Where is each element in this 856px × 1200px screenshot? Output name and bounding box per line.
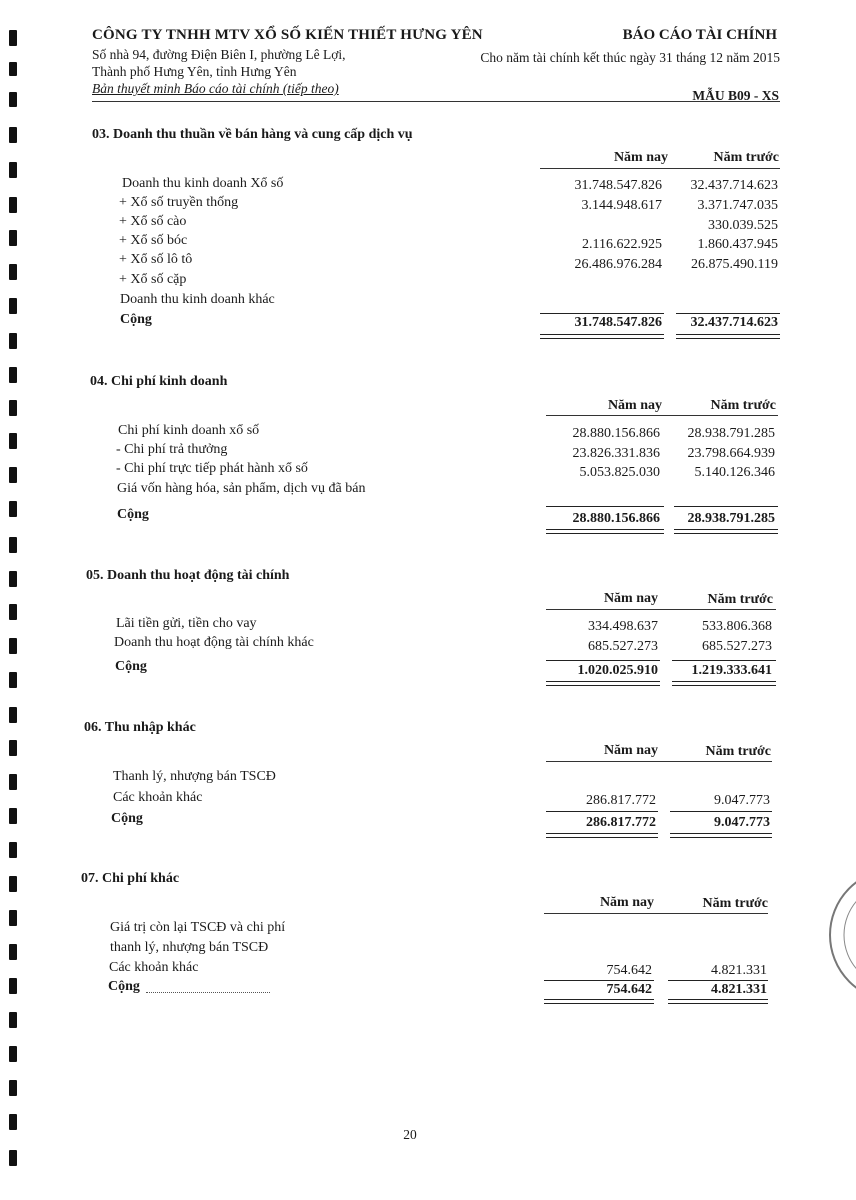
double-rule-previous (670, 833, 772, 838)
subtotal-rule-previous (676, 313, 780, 314)
total-label: Cộng (115, 659, 147, 674)
subtotal-rule-previous (670, 811, 772, 812)
report-title: BÁO CÁO TÀI CHÍNH (622, 27, 777, 43)
company-address-line2: Thành phố Hưng Yên, tỉnh Hưng Yên (92, 64, 297, 79)
subtotal-rule-current (544, 980, 654, 981)
subtotal-rule-current (546, 506, 664, 507)
value-current: 28.880.156.866 (572, 426, 660, 441)
column-header-previous: Năm trước (707, 592, 773, 607)
total-label: Cộng (111, 811, 143, 826)
double-rule-previous (672, 681, 776, 686)
column-header-previous: Năm trước (705, 744, 771, 759)
value-previous: 9.047.773 (714, 793, 770, 808)
page-number: 20 (403, 1127, 417, 1142)
value-current: 754.642 (606, 963, 652, 978)
column-header-rule (544, 913, 768, 914)
value-previous: 32.437.714.623 (690, 178, 778, 193)
total-label: Cộng (117, 507, 149, 522)
column-header-current: Năm nay (607, 398, 662, 413)
row-label: + Xổ số cào (119, 214, 187, 229)
row-label: + Xổ số lô tô (119, 252, 193, 267)
value-current: 685.527.273 (588, 639, 658, 654)
value-current: 286.817.772 (586, 793, 656, 808)
row-label: + Xổ số cặp (119, 272, 187, 287)
subtotal-rule-current (546, 811, 658, 812)
subtotal-rule-previous (668, 980, 768, 981)
subtotal-rule-previous (672, 660, 776, 661)
value-current: 31.748.547.826 (574, 178, 662, 193)
value-previous: 685.527.273 (702, 639, 772, 654)
section-title: 04. Chi phí kinh doanh (90, 374, 228, 389)
double-rule-current (546, 529, 664, 534)
company-name: CÔNG TY TNHH MTV XỔ SỐ KIẾN THIẾT HƯNG YÊN (92, 27, 483, 43)
report-period: Cho năm tài chính kết thúc ngày 31 tháng 12 năm 2015 (480, 50, 780, 65)
double-rule-previous (668, 999, 768, 1004)
subtotal-rule-current (540, 313, 664, 314)
row-label: Giá vốn hàng hóa, sản phẩm, dịch vụ đã bán (117, 481, 366, 496)
total-current: 28.880.156.866 (572, 511, 660, 526)
value-previous: 23.798.664.939 (687, 446, 775, 461)
value-previous: 3.371.747.035 (697, 198, 778, 213)
double-rule-current (540, 334, 664, 339)
double-rule-previous (674, 529, 778, 534)
value-previous: 4.821.331 (711, 963, 767, 978)
column-header-rule (540, 168, 780, 169)
column-header-previous: Năm trước (702, 896, 768, 911)
row-label: Các khoản khác (109, 960, 199, 975)
document-subtitle: Bản thuyết minh Báo cáo tài chính (tiếp theo) (92, 81, 339, 96)
section-title: 07. Chi phí khác (81, 871, 180, 886)
total-previous: 9.047.773 (714, 815, 770, 830)
total-label: Cộng (120, 312, 152, 327)
double-rule-current (546, 681, 660, 686)
column-header-current: Năm nay (603, 743, 658, 758)
subtotal-rule-previous (674, 506, 778, 507)
total-previous: 1.219.333.641 (691, 663, 772, 678)
row-label: - Chi phí trả thưởng (116, 442, 228, 457)
row-label: Các khoản khác (113, 790, 203, 805)
row-label: Chi phí kinh doanh xổ số (118, 423, 260, 438)
header-divider (92, 101, 780, 102)
row-label: Giá trị còn lại TSCĐ và chi phí (110, 920, 286, 935)
total-previous: 4.821.331 (711, 982, 767, 997)
row-label: Thanh lý, nhượng bán TSCĐ (113, 769, 276, 784)
value-current: 3.144.948.617 (581, 198, 662, 213)
value-current: 5.053.825.030 (579, 465, 660, 480)
column-header-rule (546, 761, 772, 762)
company-seal-partial (826, 865, 856, 1005)
double-rule-previous (676, 334, 780, 339)
column-header-previous: Năm trước (713, 150, 779, 165)
total-current: 31.748.547.826 (574, 315, 662, 330)
value-previous: 1.860.437.945 (697, 237, 778, 252)
section-title: 06. Thu nhập khác (84, 720, 196, 735)
section-title: 05. Doanh thu hoạt động tài chính (86, 568, 290, 583)
double-rule-current (544, 999, 654, 1004)
row-label: Lãi tiền gửi, tiền cho vay (116, 616, 257, 631)
total-previous: 28.938.791.285 (687, 511, 775, 526)
row-label: + Xổ số truyền thống (119, 195, 239, 210)
total-current: 754.642 (606, 982, 652, 997)
column-header-previous: Năm trước (710, 398, 776, 413)
row-label: Doanh thu kinh doanh khác (120, 292, 275, 307)
subtotal-rule-current (546, 660, 660, 661)
value-previous: 533.806.368 (702, 619, 772, 634)
column-header-current: Năm nay (603, 591, 658, 606)
row-label: Doanh thu hoạt động tài chính khác (114, 635, 314, 650)
company-address-line1: Số nhà 94, đường Điện Biên I, phường Lê Lợi, (92, 47, 346, 62)
column-header-rule (546, 609, 776, 610)
value-current: 26.486.976.284 (574, 257, 662, 272)
total-previous: 32.437.714.623 (690, 315, 778, 330)
form-code: MẪU B09 - XS (692, 88, 779, 103)
total-current: 1.020.025.910 (577, 663, 658, 678)
row-label: thanh lý, nhượng bán TSCĐ (110, 940, 269, 955)
row-label: + Xổ số bóc (119, 233, 188, 248)
value-previous: 26.875.490.119 (691, 257, 778, 272)
value-previous: 330.039.525 (708, 218, 778, 233)
section-title: 03. Doanh thu thuần về bán hàng và cung cấp dịch vụ (92, 127, 413, 142)
value-previous: 28.938.791.285 (687, 426, 775, 441)
column-header-current: Năm nay (613, 150, 668, 165)
row-label: - Chi phí trực tiếp phát hành xổ số (116, 461, 308, 476)
value-current: 334.498.637 (588, 619, 658, 634)
dotted-leader (146, 992, 270, 993)
total-label: Cộng (108, 979, 140, 994)
total-current: 286.817.772 (586, 815, 656, 830)
value-current: 2.116.622.925 (582, 237, 662, 252)
column-header-rule (546, 415, 778, 416)
value-current: 23.826.331.836 (572, 446, 660, 461)
row-label: Doanh thu kinh doanh Xổ số (122, 176, 284, 191)
value-previous: 5.140.126.346 (694, 465, 775, 480)
double-rule-current (546, 833, 658, 838)
column-header-current: Năm nay (599, 895, 654, 910)
